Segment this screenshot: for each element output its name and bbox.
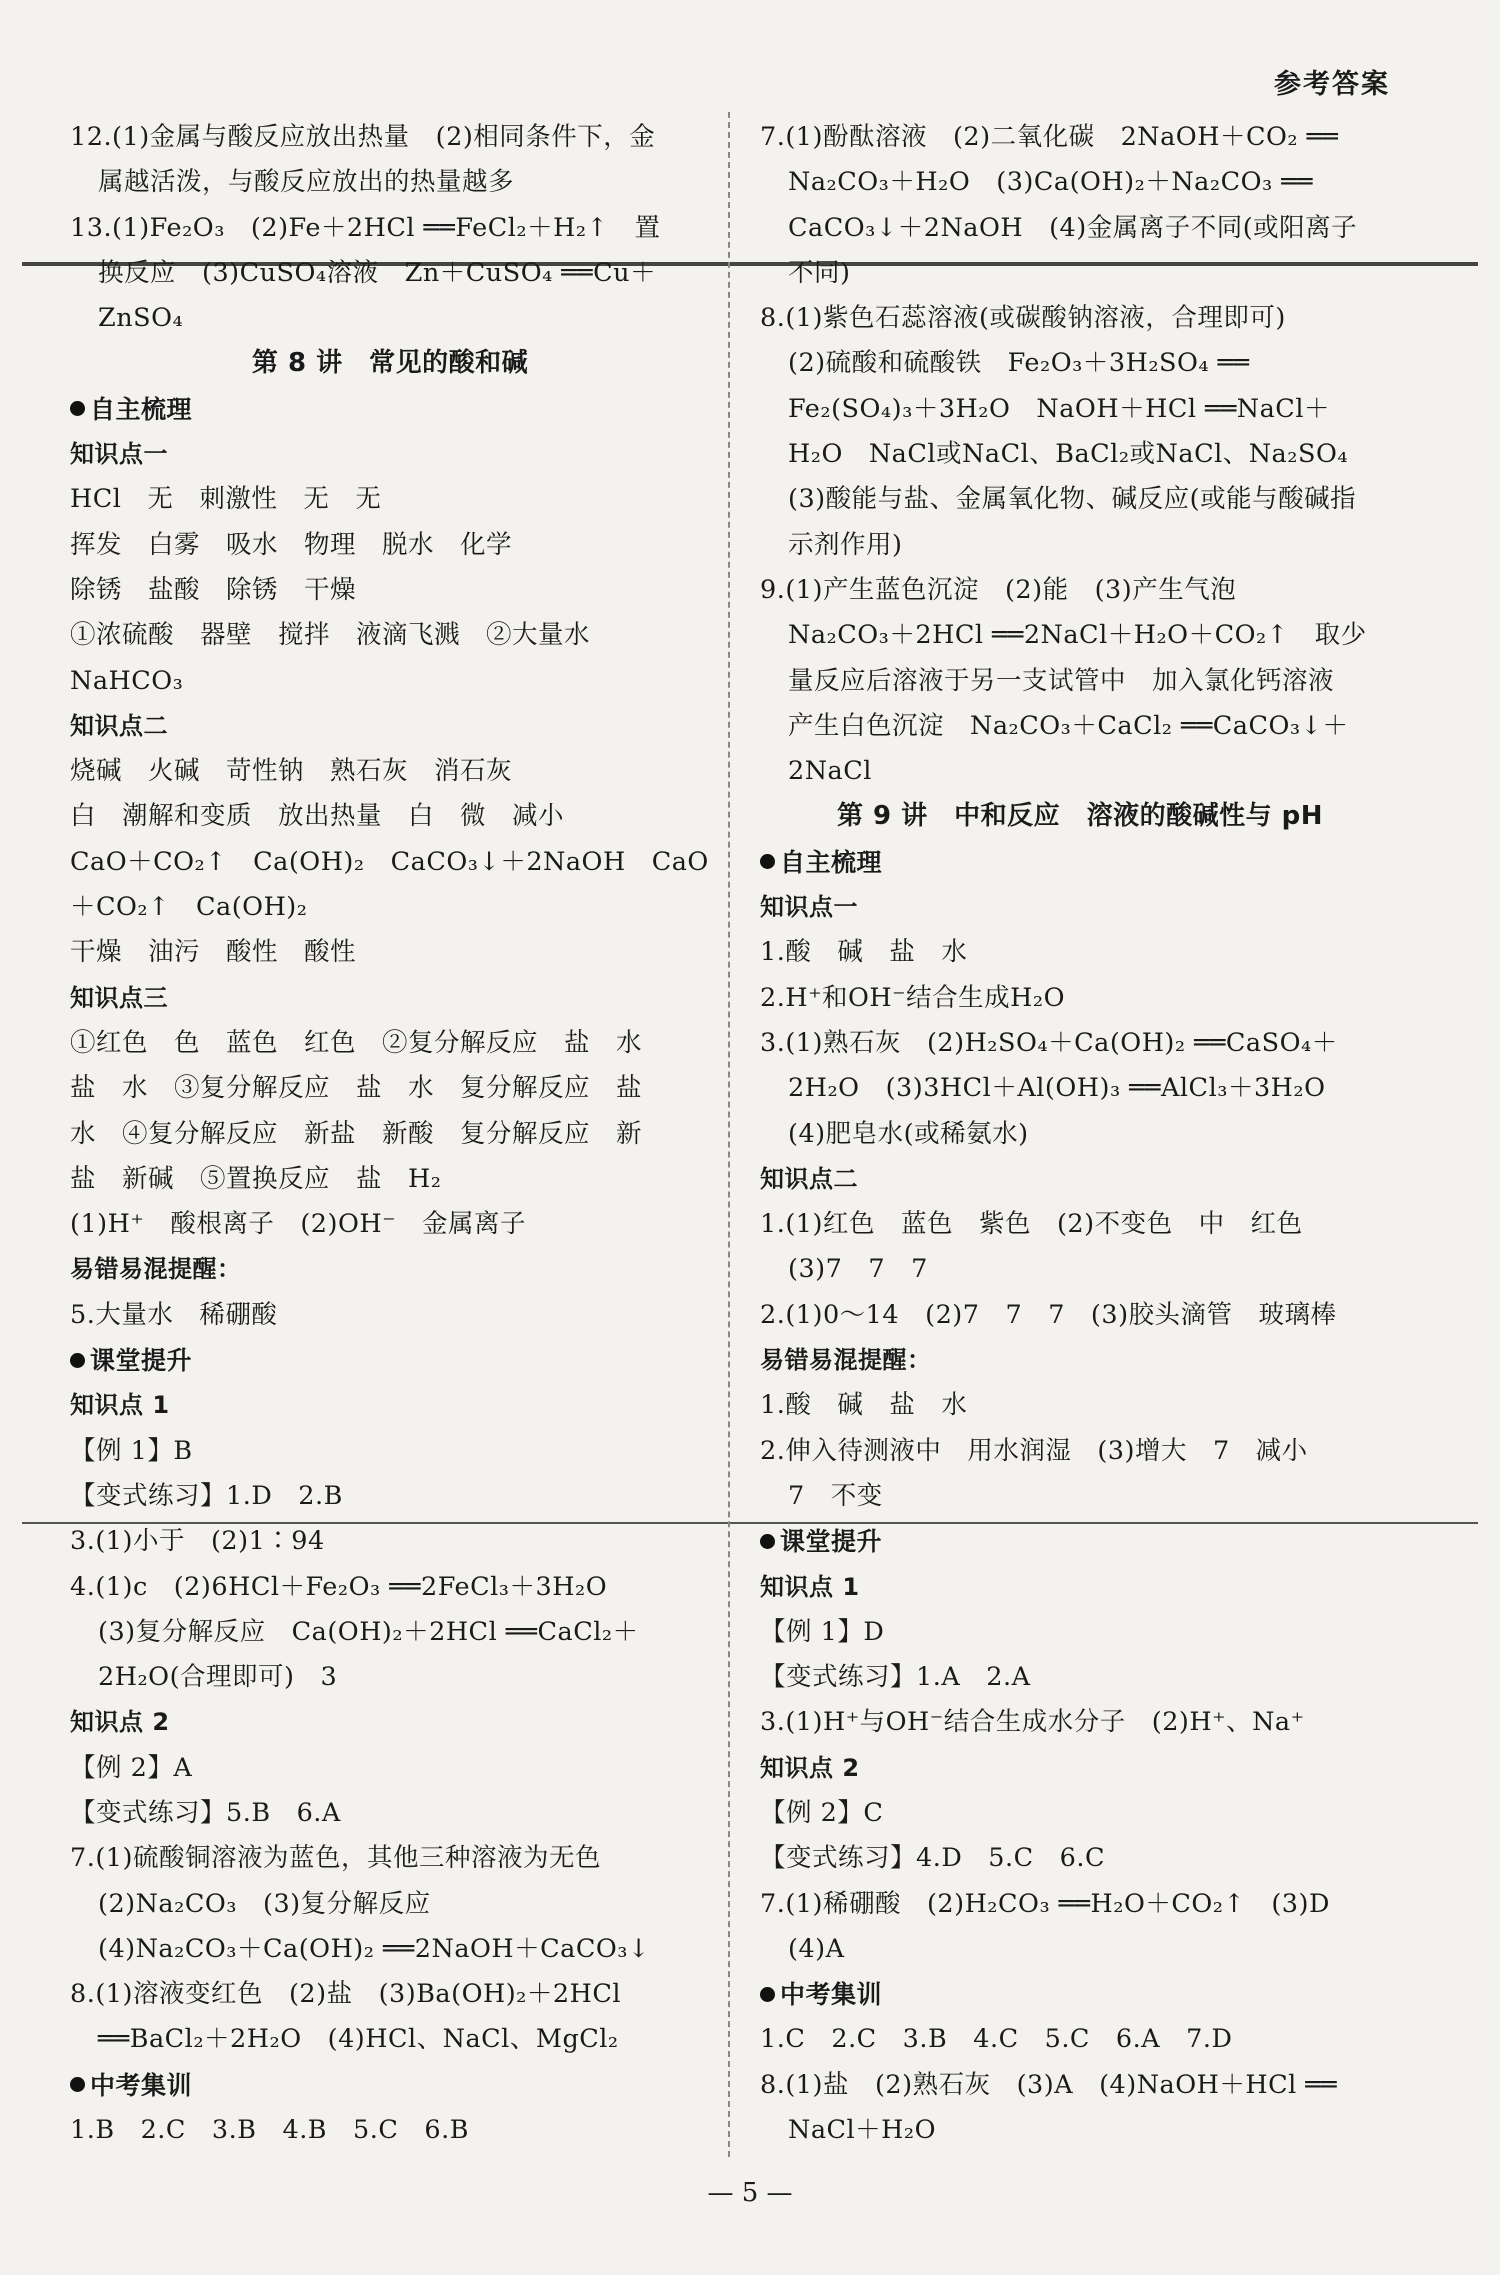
right-column bbox=[760, 115, 1400, 2153]
answer-line: ①浓硫酸 器壁 搅拌 液滴飞溅 ②大量水 bbox=[70, 620, 591, 651]
answer-line: 除锈 盐酸 除锈 干燥 bbox=[70, 574, 357, 605]
answer-line: 8.(1)溶液变红色 (2)盐 (3)Ba(OH)₂＋2HCl bbox=[70, 1979, 622, 2010]
answer-line: 1.(1)红色 蓝色 紫色 (2)不变色 中 红色 bbox=[760, 1209, 1303, 1240]
answer-line: 盐 新碱 ⑤置换反应 盐 H₂ bbox=[70, 1163, 442, 1194]
section-heading: 自主梳理 bbox=[760, 840, 1400, 885]
answer-line: 3.(1)H⁺与OH⁻结合生成水分子 (2)H⁺、Na⁺ bbox=[760, 1707, 1305, 1738]
answer-line: 7.(1)酚酞溶液 (2)二氧化碳 2NaOH＋CO₂ ══ bbox=[760, 122, 1339, 152]
answer-line: 水 ④复分解反应 新盐 新酸 复分解反应 新 bbox=[70, 1118, 643, 1149]
subsection-heading: 知识点二 bbox=[70, 711, 168, 740]
answer-line: 9.(1)产生蓝色沉淀 (2)能 (3)产生气泡 bbox=[760, 574, 1237, 605]
answer-line: (2)硫酸和硫酸铁 Fe₂O₃＋3H₂SO₄ ══ bbox=[788, 348, 1250, 379]
answer-line: 属越活泼，与酸反应放出的热量越多 bbox=[98, 167, 515, 198]
answer-line: HCl 无 刺激性 无 无 bbox=[70, 484, 382, 515]
answer-line: 2.伸入待测液中 用水润湿 (3)增大 7 减小 bbox=[760, 1435, 1308, 1466]
subsection-heading: 知识点 2 bbox=[70, 1708, 170, 1737]
answer-line: 产生白色沉淀 Na₂CO₃＋CaCl₂ ══CaCO₃↓＋ bbox=[788, 710, 1349, 741]
subsection-heading: 知识点 1 bbox=[760, 1572, 860, 1601]
subsection-heading: 知识点 1 bbox=[70, 1391, 170, 1420]
answer-line: 3.(1)熟石灰 (2)H₂SO₄＋Ca(OH)₂ ══CaSO₄＋ bbox=[760, 1027, 1338, 1058]
lecture-title: 第 8 讲 常见的酸和碱 bbox=[251, 348, 529, 379]
answer-line: ＋CO₂↑ Ca(OH)₂ bbox=[70, 892, 308, 923]
answer-line: 【例 1】B bbox=[70, 1435, 193, 1466]
answer-line: 13.(1)Fe₂O₃ (2)Fe＋2HCl ══FeCl₂＋H₂↑ 置 bbox=[70, 212, 661, 243]
page-header: 参考答案 bbox=[1274, 69, 1390, 100]
answer-line: CaO＋CO₂↑ Ca(OH)₂ CaCO₃↓＋2NaOH CaO bbox=[70, 846, 709, 877]
answer-line: 【例 2】C bbox=[760, 1797, 884, 1828]
answer-line: (1)H⁺ 酸根离子 (2)OH⁻ 金属离子 bbox=[70, 1209, 527, 1240]
left-column bbox=[70, 115, 710, 2153]
answer-line: 不同) bbox=[788, 257, 851, 288]
answer-line: 量反应后溶液于另一支试管中 加入氯化钙溶液 bbox=[788, 665, 1335, 696]
answer-line: (4)Na₂CO₃＋Ca(OH)₂ ══2NaOH＋CaCO₃↓ bbox=[98, 1933, 650, 1964]
answer-line: ①红色 色 蓝色 红色 ②复分解反应 盐 水 bbox=[70, 1027, 643, 1058]
answer-line: 【例 2】A bbox=[70, 1752, 193, 1783]
subsection-heading: 知识点二 bbox=[760, 1164, 858, 1193]
subsection-heading: 知识点一 bbox=[760, 893, 858, 922]
answer-line: 8.(1)盐 (2)熟石灰 (3)A (4)NaOH＋HCl ══ bbox=[760, 2069, 1338, 2100]
answer-line: H₂O NaCl或NaCl、BaCl₂或NaCl、Na₂SO₄ bbox=[788, 439, 1349, 470]
answer-line: 【变式练习】4.D 5.C 6.C bbox=[760, 1843, 1105, 1874]
answer-line: NaCl＋H₂O bbox=[788, 2115, 937, 2146]
answer-line: 2H₂O(合理即可) 3 bbox=[98, 1662, 338, 1693]
answer-line: 示剂作用) bbox=[788, 529, 903, 560]
answer-line: (3)7 7 7 bbox=[788, 1254, 928, 1285]
subsection-heading: 知识点三 bbox=[70, 983, 168, 1012]
answer-line: 换反应 (3)CuSO₄溶液 Zn＋CuSO₄ ══Cu＋ bbox=[98, 257, 657, 288]
section-heading: 课堂提升 bbox=[760, 1519, 1400, 1564]
answer-line: 7.(1)硫酸铜溶液为蓝色，其他三种溶液为无色 bbox=[70, 1843, 601, 1874]
answer-line: (3)复分解反应 Ca(OH)₂＋2HCl ══CaCl₂＋ bbox=[98, 1616, 639, 1647]
answer-line: 烧碱 火碱 苛性钠 熟石灰 消石灰 bbox=[70, 756, 513, 787]
answer-line: 7.(1)稀硼酸 (2)H₂CO₃ ══H₂O＋CO₂↑ (3)D bbox=[760, 1888, 1330, 1919]
answer-line: 2H₂O (3)3HCl＋Al(OH)₃ ══AlCl₃＋3H₂O bbox=[788, 1073, 1326, 1104]
answer-line: (4)A bbox=[788, 1933, 845, 1964]
answer-line: NaHCO₃ bbox=[70, 665, 184, 696]
answer-line: 【变式练习】1.D 2.B bbox=[70, 1480, 343, 1511]
section-heading: 中考集训 bbox=[70, 2063, 710, 2108]
subsection-heading: 易错易混提醒： bbox=[70, 1255, 242, 1284]
answer-line: 2.H⁺和OH⁻结合生成H₂O bbox=[760, 982, 1065, 1013]
subsection-heading: 易错易混提醒： bbox=[760, 1346, 932, 1375]
answer-line: 1.酸 碱 盐 水 bbox=[760, 1390, 968, 1421]
answer-line: 5.大量水 稀硼酸 bbox=[70, 1299, 278, 1330]
answer-line: 【例 1】D bbox=[760, 1616, 885, 1647]
page-number: — 5 — bbox=[707, 2178, 793, 2208]
lecture-title: 第 9 讲 中和反应 溶液的酸碱性与 pH bbox=[836, 801, 1324, 832]
answer-line: 2.(1)0～14 (2)7 7 7 (3)胶头滴管 玻璃棒 bbox=[760, 1299, 1337, 1330]
answer-line: 挥发 白雾 吸水 物理 脱水 化学 bbox=[70, 529, 513, 560]
column-divider bbox=[728, 112, 730, 2157]
answer-line: Na₂CO₃＋2HCl ══2NaCl＋H₂O＋CO₂↑ 取少 bbox=[788, 620, 1367, 651]
answer-line: 1.B 2.C 3.B 4.B 5.C 6.B bbox=[70, 2115, 469, 2146]
answer-line: ZnSO₄ bbox=[98, 303, 184, 334]
answer-line: 干燥 油污 酸性 酸性 bbox=[70, 937, 357, 968]
answer-line: 盐 水 ③复分解反应 盐 水 复分解反应 盐 bbox=[70, 1073, 643, 1104]
answer-line: ══BaCl₂＋2H₂O (4)HCl、NaCl、MgCl₂ bbox=[98, 2024, 619, 2055]
answer-line: 白 潮解和变质 放出热量 白 微 减小 bbox=[70, 801, 565, 832]
answer-line: 7 不变 bbox=[788, 1480, 883, 1511]
section-heading: 中考集训 bbox=[760, 1972, 1400, 2017]
section-heading: 课堂提升 bbox=[70, 1338, 710, 1383]
answer-line: 1.酸 碱 盐 水 bbox=[760, 937, 968, 968]
answer-line: 2NaCl bbox=[788, 756, 872, 787]
answer-line: 8.(1)紫色石蕊溶液(或碳酸钠溶液，合理即可) bbox=[760, 303, 1286, 334]
subsection-heading: 知识点 2 bbox=[760, 1753, 860, 1782]
answer-line: 4.(1)c (2)6HCl＋Fe₂O₃ ══2FeCl₃＋3H₂O bbox=[70, 1571, 608, 1602]
answer-line: Na₂CO₃＋H₂O (3)Ca(OH)₂＋Na₂CO₃ ══ bbox=[788, 167, 1314, 198]
answer-line: 【变式练习】1.A 2.A bbox=[760, 1662, 1031, 1693]
answer-line: Fe₂(SO₄)₃＋3H₂O NaOH＋HCl ══NaCl＋ bbox=[788, 393, 1330, 424]
answer-line: (4)肥皂水(或稀氨水) bbox=[788, 1118, 1029, 1149]
subsection-heading: 知识点一 bbox=[70, 440, 168, 469]
answer-line: 3.(1)小于 (2)1∶94 bbox=[70, 1526, 325, 1557]
answer-line: CaCO₃↓＋2NaOH (4)金属离子不同(或阳离子 bbox=[788, 212, 1358, 243]
answer-line: 1.C 2.C 3.B 4.C 5.C 6.A 7.D bbox=[760, 2024, 1233, 2055]
answer-line: (2)Na₂CO₃ (3)复分解反应 bbox=[98, 1888, 431, 1919]
section-heading: 自主梳理 bbox=[70, 387, 710, 432]
answer-line: 【变式练习】5.B 6.A bbox=[70, 1797, 341, 1828]
answer-line: (3)酸能与盐、金属氧化物、碱反应(或能与酸碱指 bbox=[788, 484, 1357, 515]
answer-line: 12.(1)金属与酸反应放出热量 (2)相同条件下，金 bbox=[70, 122, 656, 152]
